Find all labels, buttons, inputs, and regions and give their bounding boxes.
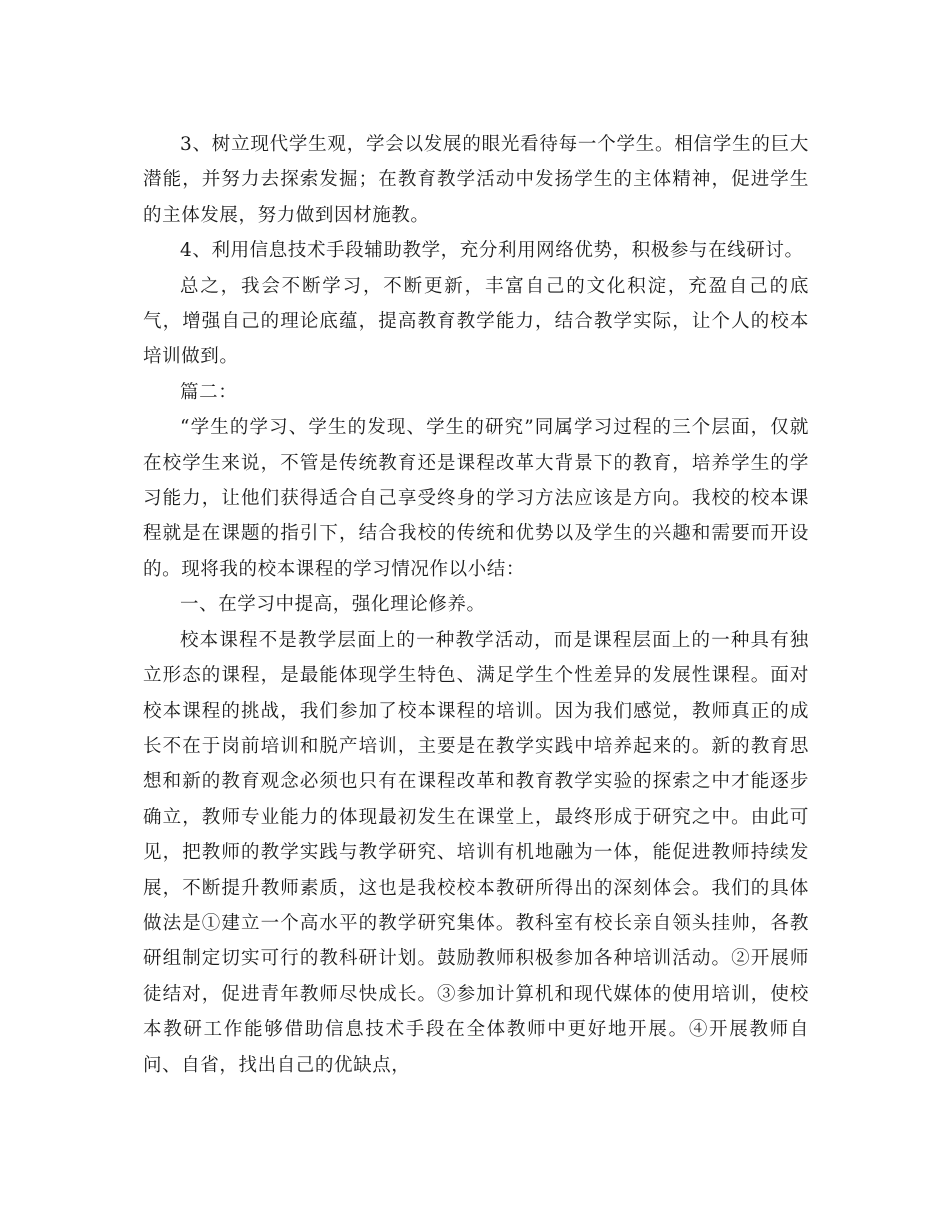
paragraph-intro: “学生的学习、学生的发现、学生的研究”同属学习过程的三个层面，仅就在校学生来说，不管是传统教育还是课程改革大背景下的教育，培养学生的学习能力，让他们获得适合自己享受终身的学习方法应该是方向。我校的校本课程就是在课题的指引下，结合我校的传统和优势以及学生的兴趣和需要而开设的。现将我的校本课程的学习情况作以小结： <box>143 417 809 580</box>
section-heading-part-two: 篇二： <box>180 381 238 403</box>
paragraph-point-4: 4、利用信息技术手段辅助教学，充分利用网络优势，积极参与在线研讨。 <box>180 240 804 262</box>
paragraph-school-curriculum: 校本课程不是教学层面上的一种教学活动，而是课程层面上的一种具有独立形态的课程，是最能体现学生特色、满足学生个性差异的发展性课程。面对校本课程的挑战，我们参加了校本课程的培训。因为我们感觉，教师真正的成长不在于岗前培训和脱产培训，主要是在教学实践中培养起来的。新的教育思想和新的教育观念必须也只有在课程改革和教育教学实验的探索之中才能逐步确立，教师专业能力的体现最初发生在课堂上，最终形成于研究之中。由此可见，把教师的教学实践与教学研究、培训有机地融为一体，能促进教师持续发展，不断提升教师素质，这也是我校校本教研所得出的深刻体会。我们的具体做法是①建立一个高水平的教学研究集体。教科室有校长亲自领头挂帅，各教研组制定切实可行的教科研计划。鼓励教师积极参加各种培训活动。②开展师徒结对，促进青年教师尽快成长。③参加计算机和现代媒体的使用培训，使校本教研工作能够借助信息技术手段在全体教师中更好地开展。④开展教师自问、自省，找出自己的优缺点， <box>143 629 809 1076</box>
section-heading-one: 一、在学习中提高，强化理论修养。 <box>180 594 486 616</box>
paragraph-summary: 总之，我会不断学习，不断更新，丰富自己的文化积淀，充盈自己的底气，增强自己的理论底蕴，提高教育教学能力，结合教学实际，让个人的校本培训做到。 <box>143 275 809 368</box>
paragraph-point-3: 3、树立现代学生观，学会以发展的眼光看待每一个学生。相信学生的巨大潜能，并努力去探索发掘；在教育教学活动中发扬学生的主体精神，促进学生的主体发展，努力做到因材施教。 <box>143 134 809 226</box>
document-body <box>143 127 809 1083</box>
